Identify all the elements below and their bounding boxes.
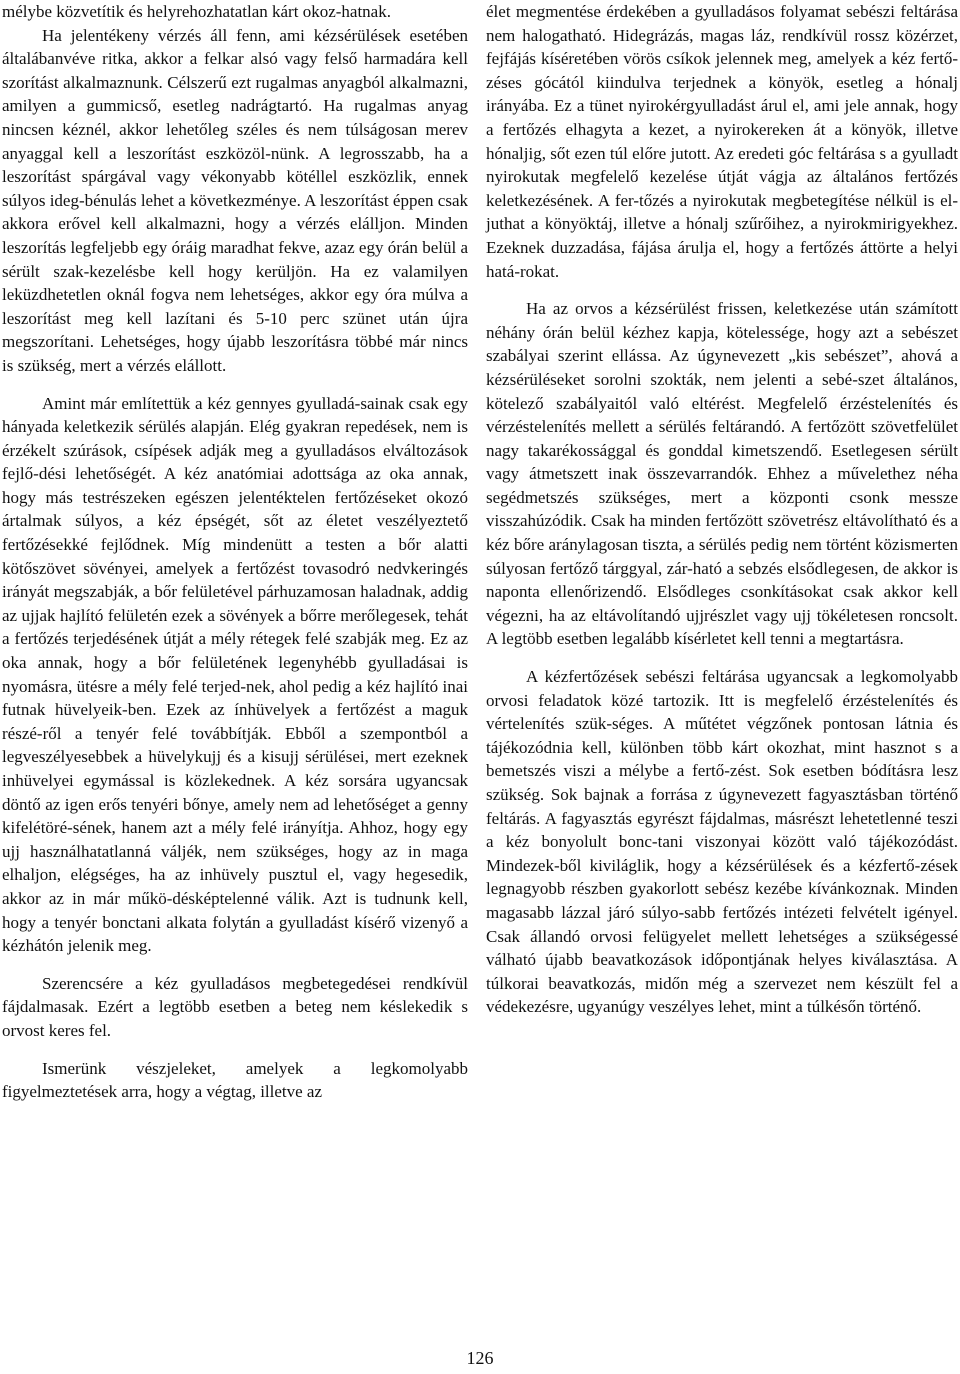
paragraph: Ismerünk vészjeleket, amelyek a legkomolyabb figyelmeztetések arra, hogy a végtag, illetve az (2, 1058, 468, 1102)
paragraph-continuation: élet megmentése érdekében a gyulladásos folyamat sebészi feltárása nem halogatható. Hidegrázás, magas láz, rendkívül rossz közérzet, fejfájás kíséretében vörös csíkok jelennek meg, amelyek a kéz fertő-zéses gócától kiindulva terjednek a könyök, esetleg a hónalj irányába. Ez a tünet nyirokérgyulladást árul el, ami jele annak, hogy a fertőzés elhagyta a kezet, a nyirokereken át a könyök, illetve hónaljig, sőt ezen túl előre jutott. Az eredeti góc feltárása s a gyulladt nyirokutak megfelelő kezelése útját vágja az általános fertőzés keletkezésének. A fer-tőzés a nyirokutak megbetegítése nélkül is el-juthat a könyöktáj, illetve a hónalj szűrőihez, a nyirokmirigyekhez. Ezeknek duzzadása, fájása árulja el, hogy a fertőzés áttörte a helyi hatá-rokat. (486, 2, 958, 281)
paragraph: A kézfertőzések sebészi feltárása ugyancsak a legkomolyabb orvosi feladatok közé tartozik. Itt is megfelelő érzéstelenítés és vértelenítés szük-séges. A műtétet végzőnek pontosan látnia és tájékozódnia kell, különben több kárt okozhat, mint hasznot s a bemetszés viszi a mélybe a fertő-zést. Sok esetben bódításra lesz szükség. Sok bajnak a forrása z úgynevezett fagyasztásban történő feltárás. A fagyasztás egyrészt fájdalmas, másrészt lehetetlenné teszi a kéz bonyolult bonc-tani viszonyai között való tájékozódást. Mindezek-ből kiviláglik, hogy a kézsérülések és a kézfertő-zések legnagyobb részben gyakorlott sebész kezébe kívánkoznak. Minden magasabb lázzal járó súlyo-sabb fertőzés intézeti felvételt igényel. Csak állandó orvosi felügyelet mellett lehetséges a szükségessé válható újabb beavatkozások időpontjának helyes kiválasztása. A túlkorai beavatkozás, midőn még a szervezet nem készült fel a védekezésre, ugyanúgy veszélyes lehet, mint a túlkésőn történő. (486, 667, 958, 1017)
paragraph: Ha jelentékeny vérzés áll fenn, ami kézsérülések esetében általábanvéve ritka, akkor a felkar alsó vagy felső harmadára kell szorítást alkalmaznunk. Célszerű ezt rugalmas anyagból alkalmazni, amilyen a gummicső, esetleg nadrágtartó. Ha rugalmas anyag nincsen kéznél, akkor lehetőleg széles és nem túlságosan merev anyaggal kell a leszorítást eszközöl-nünk. A legrosszabb, ha a leszorítást spárgával vagy vékonyabb kötéllel eszközlik, ennek súlyos ideg-bénulás lehet a következménye. A leszorítást éppen csak akkora erővel kell alkalmazni, hogy a vérzés elálljon. Minden leszorítás legfeljebb egy óráig maradhat fekve, azaz egy órán belül a sérült szak-kezelésbe kell hogy kerüljön. Ha ez valamilyen leküzdhetetlen oknál fogva nem lehetséges, akkor egy óra múlva a leszorítást meg kell lazítani és 5-10 perc szünet után újra megszorítani. Lehetséges, hogy újabb leszorításra többé már nincs is szükség, mert a vérzés elállott. (2, 25, 468, 375)
left-text-column (2, 0, 468, 1104)
right-text-column (486, 0, 958, 1019)
paragraph: Szerencsére a kéz gyulladásos megbetegedései rendkívül fájdalmasak. Ezért a legtöbb esetben a beteg nem késlekedik s orvost keres fel. (2, 973, 468, 1040)
paragraph-continuation: mélybe közvetítik és helyrehozhatatlan kárt okoz-hatnak. (2, 2, 391, 21)
paragraph: Amint már említettük a kéz gennyes gyulladá-sainak csak egy hányada keletkezik sérülés alapján. Elég gyakran repedések, nem is érzékelt szúrások, csípések adják meg a gyulladásos elváltozások fejlő-dési lehetőségét. A kéz anatómiai adottsága az oka annak, hogy más testrészeken egészen jelentéktelen fertőzéseket okozó ártalmak súlyos, a kéz épségét, sőt az életet veszélyeztető fertőzésekké fejlődnek. Míg mindenütt a testen a bőr alatti kötőszövet sövényei, amelyek a fertőzést tovasodró nedvkeringés irányát megszabják, a bőr felületével párhuzamosan haladnak, addig az ujjak hajlító felületén ezek a sövények a bőrre merőlegesek, tehát a fertőzés terjedésének útját a mély rétegek felé szabják meg. Ez az oka annak, hogy a bőr felületének legenyhébb gyulladásai is nyomásra, ütésre a mély felé terjed-nek, ahol pedig a kéz hajlító inai futnak hüvelyeik-ben. Ezek az ínhüvelyek a fertőzést a maguk részé-ről a tenyér felé továbbítják. Ebből a szempontból a legveszélyesebbek a hüvelykujj és a kisujj sérülései, mert ezeknek inhüvelyei egymással is közlekednek. A kéz sorsára ugyancsak döntő az igen erős tenyéri bőnye, amely nem ad lehetőséget a genny kifelétöré-sének, hanem azt a mély felé irányítja. Ahhoz, hogy egy ujj használhatatlanná váljék, nem szükséges, hogy az in maga elhaljon, elégséges, ha az inhüvely pusztul el, vagy hegesedik, akkor az in már műkö-désképtelenné válik. Azt is tudnunk kell, hogy a tenyér bonctani alkata folytán a gyulladást kísérő vizenyő a kézhátón jelenik meg. (2, 393, 468, 956)
paragraph: Ha az orvos a kézsérülést frissen, keletkezése után számított néhány órán belül kézhez kapja, kötelessége, hogy azt a sebészet szabályai szerint ellássa. Az úgynevezett „kis sebészet”, ahová a kézsérüléseket sorolni szokták, nem jelenti a sebé-szet általános, kötelező szabályaitól való eltérést. Megfelelő érzéstelenítés és vérzéstelenítés mellett a sérülés feltárandó. A fertőzött szövetfelület nagy takarékossággal és gonddal kimetszendő. Esetlegesen sérült vagy átmetszett inak összevarrandók. Ehhez a művelethez néha segédmetszés szükséges, mert a központi csonk messze visszahúzódik. Csak ha minden fertőzött szövetrész eltávolítható és a kéz bőre aránylagosan tiszta, a sérülés pedig nem történt közismerten súlyosan fertőző tárggyal, zár-ható a sebzés elsődlegesen, de akkor is naponta ellenőrizendő. Elsődleges csonkításokat csak akkor kell végezni, ha az eltávolítandó ujjrészlet vagy ujj tökéletesen roncsolt. A legtöbb esetben legalább kísérletet kell tenni a megtartásra. (486, 299, 958, 649)
page-number: 126 (466, 1348, 494, 1368)
